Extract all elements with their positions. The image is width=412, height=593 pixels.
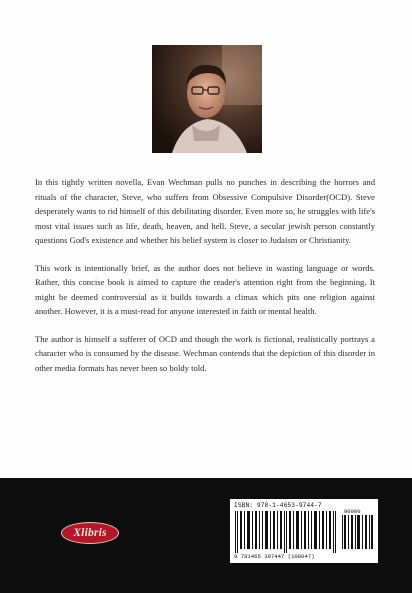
description-paragraph-1: In this tightly written novella, Evan Wechman pulls no punches in describing the horrors and rituals of the character, Steve, who suffers from Obsessive Compulsive Disorder(OCD). Steve desperately wants to rid himself of this debilitating disorder. Even more so, he struggles with life's most vital issues such as life, death, heaven, and hell. Steve, a secular jewish person constantly questions God's existence and whether his belief system is closer to Judaism or Christianity.: [35, 177, 375, 245]
author-photo: [152, 45, 262, 153]
barcode-digits: 9 781465 397447 (108047): [234, 553, 315, 560]
book-description: [35, 175, 375, 388]
publisher-logo: [61, 522, 119, 544]
barcode-addon-number: 90000: [344, 508, 361, 515]
cover-footer-band: [0, 478, 412, 593]
description-paragraph-3: The author is himself a sufferer of OCD and though the work is fictional, realistically portrays a character who is consumed by the disease. Wechman contends that the depiction of this disorder in other media formats has never been so boldy told.: [35, 333, 375, 373]
ean-barcode-bars: [235, 511, 339, 553]
isbn-barcode: [230, 499, 378, 563]
isbn-label: ISBN: 978-1-4653-9744-7: [234, 502, 322, 509]
addon-barcode-bars: [342, 515, 374, 549]
author-portrait-image: [152, 45, 262, 153]
description-paragraph-2: This work is intentionally brief, as the author does not believe in wasting language or words. Rather, this concise book is aimed to capture the reader's attention right from the beginning. It might be deemed controversial as it builds towards a climax which pits one religion against another. However, it is a must-read for anyone interested in faith or mental health.: [35, 262, 375, 316]
publisher-logo-text: Xlibris: [73, 527, 107, 539]
